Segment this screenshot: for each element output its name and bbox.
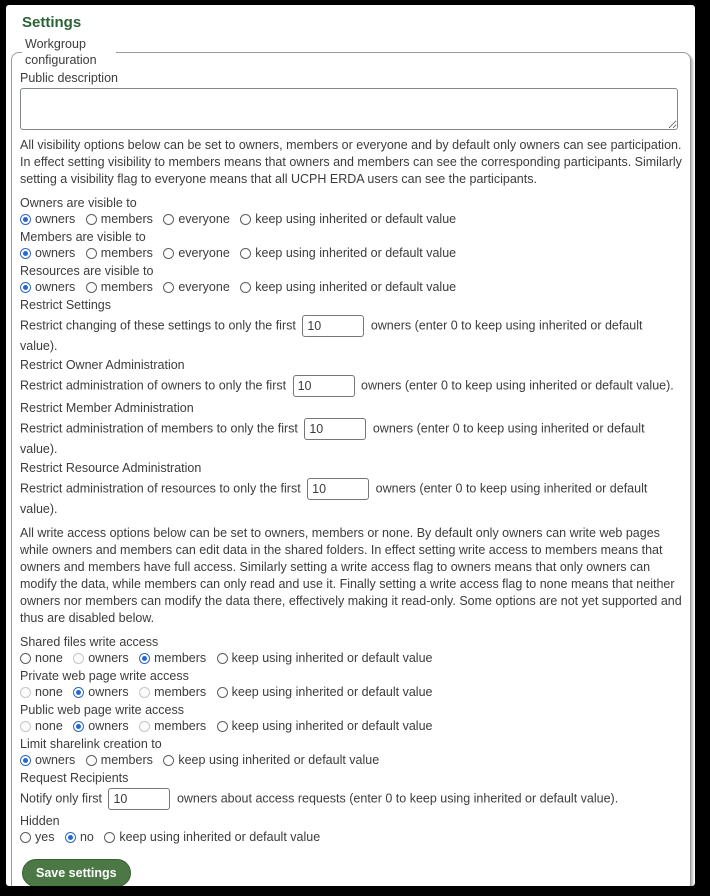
radio-icon (240, 248, 251, 259)
request-recipients-input[interactable] (108, 788, 170, 810)
resources-visible-radio-group (20, 279, 682, 295)
public-web-write-label: Public web page write access (20, 703, 184, 717)
radio-icon (86, 248, 97, 259)
request-recipients-row (20, 787, 682, 811)
restrict-resource-admin-text-before: Restrict administration of resources to only the first (20, 481, 301, 496)
radio-icon (217, 653, 228, 664)
radio-option-owners[interactable]: owners (20, 753, 75, 767)
radio-icon (240, 282, 251, 293)
radio-icon (20, 214, 31, 225)
radio-option-members[interactable]: members (86, 212, 153, 226)
radio-option-everyone[interactable]: everyone (163, 246, 229, 260)
radio-option-yes[interactable]: yes (20, 830, 54, 844)
restrict-settings-row (20, 314, 682, 355)
restrict-owner-admin-input[interactable] (293, 375, 355, 397)
radio-icon (20, 755, 31, 766)
restrict-owner-admin-label: Restrict Owner Administration (20, 358, 185, 372)
radio-icon (139, 687, 150, 698)
radio-icon (20, 282, 31, 293)
radio-icon (104, 832, 115, 843)
owners-visible-radio-group (20, 211, 682, 227)
radio-option-keep-default[interactable]: keep using inherited or default value (240, 280, 456, 294)
restrict-member-admin-text-after: owners (enter 0 to keep using inherited or default value). (20, 421, 645, 456)
visibility-intro-text: All visibility options below can be set to owners, members or everyone and by default only owners can see participation. In effect setting visibility to members means that owners and members can see the corresponding participants. Similarly setting a visibility flag to everyone means that all UCPH ERDA users can see the participants. (20, 138, 682, 186)
radio-icon (73, 721, 84, 732)
radio-option-keep-default[interactable]: keep using inherited or default value (217, 685, 433, 699)
radio-icon (139, 653, 150, 664)
radio-icon (20, 832, 31, 843)
radio-icon (73, 687, 84, 698)
radio-option-none: none (20, 685, 63, 699)
shared-files-write-radio-group (20, 650, 682, 666)
radio-option-owners[interactable]: owners (73, 719, 128, 733)
restrict-owner-admin-text-before: Restrict administration of owners to only the first (20, 378, 287, 393)
radio-option-none: none (20, 719, 63, 733)
radio-option-members: members (139, 719, 206, 733)
save-settings-button[interactable]: Save settings (22, 859, 131, 886)
radio-icon (86, 755, 97, 766)
radio-option-owners[interactable]: owners (20, 212, 75, 226)
page-title: Settings (22, 14, 82, 31)
radio-icon (163, 214, 174, 225)
members-visible-radio-group (20, 245, 682, 261)
radio-option-members[interactable]: members (86, 753, 153, 767)
radio-option-owners[interactable]: owners (20, 246, 75, 260)
public-description-label: Public description (20, 71, 118, 85)
radio-icon (217, 687, 228, 698)
radio-icon (86, 282, 97, 293)
shared-files-write-label: Shared files write access (20, 635, 159, 649)
radio-icon (163, 282, 174, 293)
limit-sharelink-radio-group (20, 752, 682, 768)
radio-option-keep-default[interactable]: keep using inherited or default value (163, 753, 379, 767)
radio-icon (65, 832, 76, 843)
write-access-intro-text: All write access options below can be set to owners, members or none. By default only owners can write web pages while owners and members can edit data in the shared folders. In effect setting write access to members means that owners and members have full access. Similarly setting a write access flag to owners means that only owners can modify the data, while members can only read and use it. Finally setting a write access flag to none means that neither owners nor members can modify the data there, effectively making it read-only. Some options are not yet supported and thus are disabled below. (20, 526, 682, 625)
hidden-label: Hidden (20, 814, 60, 828)
request-recipients-text-before: Notify only first (20, 791, 102, 806)
radio-option-everyone[interactable]: everyone (163, 212, 229, 226)
restrict-owner-admin-row (20, 374, 682, 398)
resources-visible-label: Resources are visible to (20, 264, 154, 278)
radio-option-owners: owners (73, 651, 128, 665)
radio-option-members: members (139, 685, 206, 699)
restrict-resource-admin-label: Restrict Resource Administration (20, 461, 202, 475)
radio-option-keep-default[interactable]: keep using inherited or default value (217, 651, 433, 665)
radio-option-keep-default[interactable]: keep using inherited or default value (240, 212, 456, 226)
restrict-resource-admin-input[interactable] (307, 478, 369, 500)
radio-option-everyone[interactable]: everyone (163, 280, 229, 294)
restrict-resource-admin-row (20, 477, 682, 518)
radio-option-keep-default[interactable]: keep using inherited or default value (240, 246, 456, 260)
limit-sharelink-label: Limit sharelink creation to (20, 737, 162, 751)
radio-option-owners[interactable]: owners (73, 685, 128, 699)
private-web-write-radio-group (20, 684, 682, 700)
radio-option-members[interactable]: members (86, 246, 153, 260)
radio-icon (20, 721, 31, 732)
public-web-write-radio-group (20, 718, 682, 734)
radio-icon (20, 653, 31, 664)
hidden-radio-group (20, 829, 682, 845)
radio-option-keep-default[interactable]: keep using inherited or default value (104, 830, 320, 844)
restrict-member-admin-row (20, 417, 682, 458)
owners-visible-label: Owners are visible to (20, 196, 137, 210)
radio-icon (139, 721, 150, 732)
public-description-textarea[interactable] (20, 88, 678, 130)
request-recipients-label: Request Recipients (20, 771, 129, 785)
request-recipients-text-after: owners about access requests (enter 0 to keep using inherited or default value). (176, 791, 619, 806)
radio-icon (20, 687, 31, 698)
radio-option-members[interactable]: members (139, 651, 206, 665)
radio-option-no[interactable]: no (65, 830, 94, 844)
workgroup-configuration-fieldset (11, 36, 691, 886)
radio-icon (240, 214, 251, 225)
radio-icon (217, 721, 228, 732)
restrict-settings-text-after: owners (enter 0 to keep using inherited or default value). (20, 318, 643, 353)
radio-icon (20, 248, 31, 259)
private-web-write-label: Private web page write access (20, 669, 189, 683)
restrict-settings-input[interactable] (302, 315, 364, 337)
fieldset-legend: Workgroup configuration (25, 37, 97, 67)
radio-option-owners[interactable]: owners (20, 280, 75, 294)
restrict-owner-admin-text-after: owners (enter 0 to keep using inherited or default value). (361, 378, 674, 393)
restrict-settings-text-before: Restrict changing of these settings to only the first (20, 318, 296, 333)
restrict-member-admin-text-before: Restrict administration of members to only the first (20, 421, 298, 436)
radio-icon (86, 214, 97, 225)
radio-option-keep-default[interactable]: keep using inherited or default value (217, 719, 433, 733)
radio-icon (73, 653, 84, 664)
restrict-member-admin-input[interactable] (304, 418, 366, 440)
radio-icon (163, 755, 174, 766)
radio-icon (163, 248, 174, 259)
restrict-resource-admin-text-after: owners (enter 0 to keep using inherited or default value). (20, 481, 648, 516)
restrict-settings-label: Restrict Settings (20, 298, 112, 312)
restrict-member-admin-label: Restrict Member Administration (20, 401, 194, 415)
settings-page (6, 5, 695, 886)
radio-option-none[interactable]: none (20, 651, 63, 665)
radio-option-members[interactable]: members (86, 280, 153, 294)
members-visible-label: Members are visible to (20, 230, 146, 244)
